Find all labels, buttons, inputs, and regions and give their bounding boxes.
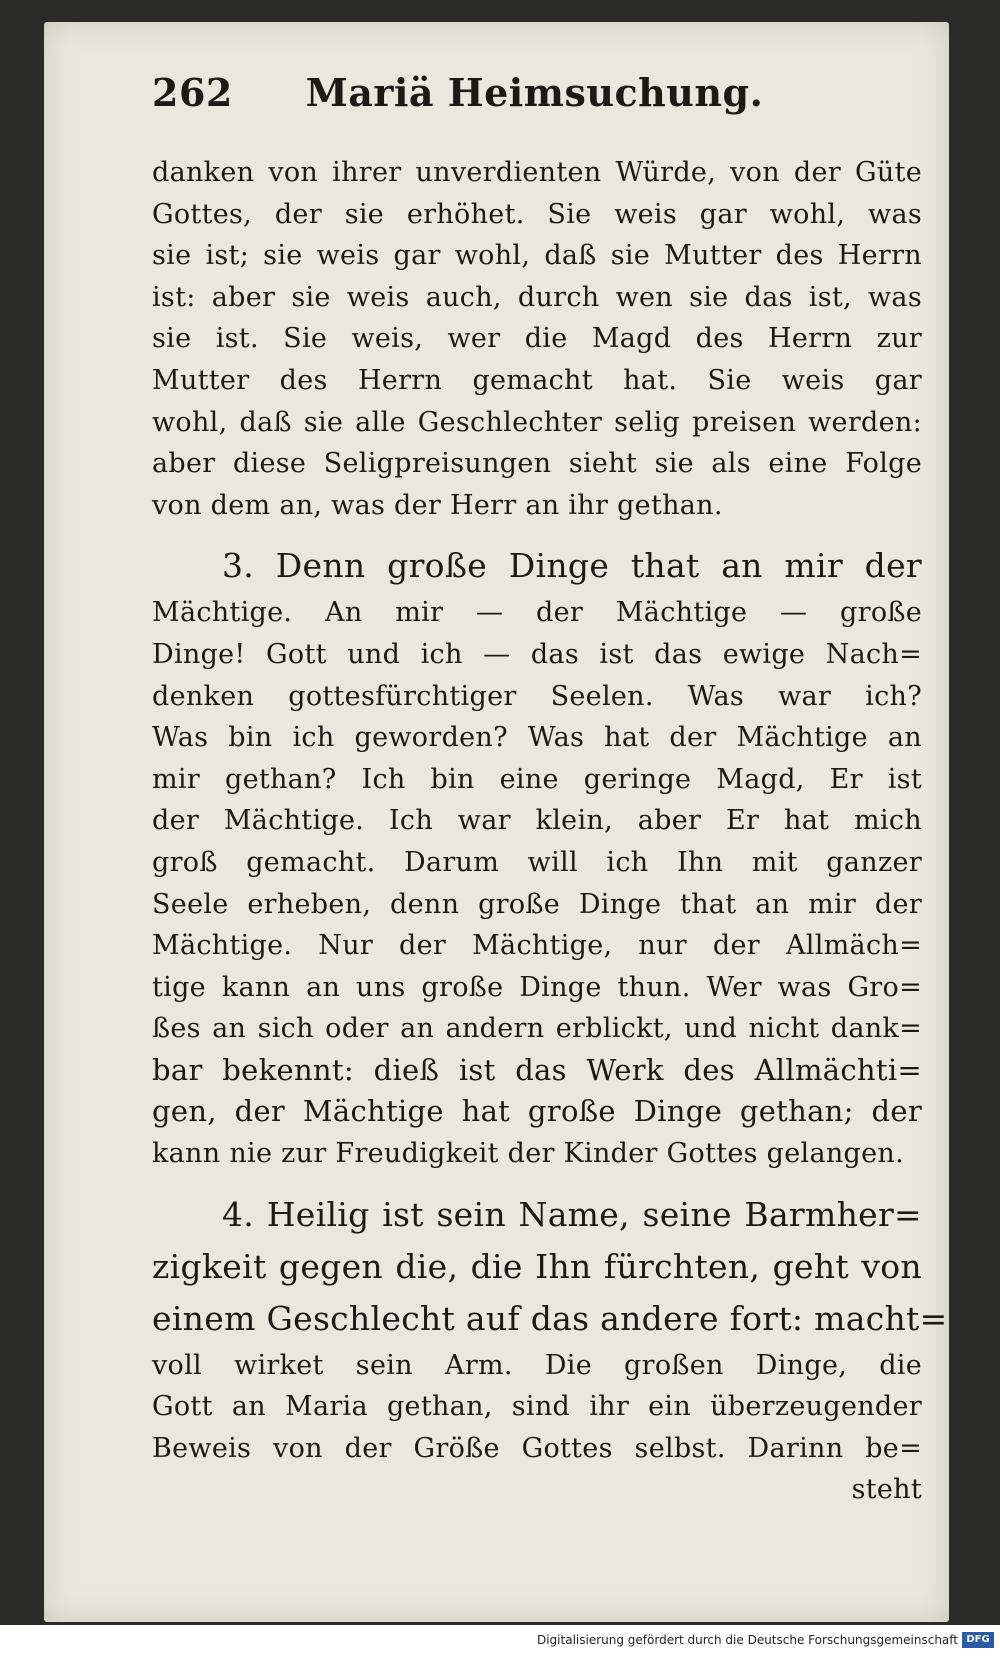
dfg-logo: DFG [962,1632,994,1648]
text-line: aber diese Seligpreisungen sieht sie als eine Folge [152,448,922,480]
paragraph-gap [152,1175,922,1189]
text-line: Mutter des Herrn gemacht hat. Sie weis gar [152,364,922,396]
page-header [152,70,912,115]
text-line: gen, der Mächtige hat große Dinge gethan; der [152,1094,922,1129]
text-line: ist: aber sie weis auch, durch wen sie das ist, was [152,281,922,313]
text-line: denken gottesfürchtiger Seelen. Was war ich? [152,680,922,712]
text-line: Seele erheben, denn große Dinge that an mir der [152,888,922,920]
page-number: 262 [152,70,233,115]
book-page [44,22,949,1622]
catchword: steht [851,1474,922,1506]
text-line: einem Geschlecht auf das andere fort: macht= [152,1298,948,1338]
text-line: Was bin ich geworden? Was hat der Mächtige an [152,722,922,754]
text-line: der Mächtige. Ich war klein, aber Er hat mich [152,805,922,837]
text-line: Gottes, der sie erhöhet. Sie weis gar wohl, was [152,198,922,230]
text-line: zigkeit gegen die, die Ihn fürchten, geht von [152,1246,922,1286]
text-line: groß gemacht. Darum will ich Ihn mit ganzer [152,846,922,878]
verse-heading-4: 4. Heilig ist sein Name, seine Barmher= [222,1194,922,1234]
text-line: Beweis von der Größe Gottes selbst. Darinn be= [152,1432,922,1464]
text-line: kann nie zur Freudigkeit der Kinder Gottes gelangen. [152,1138,904,1170]
text-line: sie ist; sie weis gar wohl, daß sie Mutter des Herrn [152,240,922,272]
digitization-footer [0,1625,1000,1657]
text-line: Mächtige. Nur der Mächtige, nur der Allmäch= [152,930,922,962]
verse-heading-3: 3. Denn große Dinge that an mir der [222,546,922,586]
text-line: Dinge! Gott und ich — das ist das ewige Nach= [152,638,922,670]
paragraph-gap [152,526,922,540]
text-line: mir gethan? Ich bin eine geringe Magd, Er ist [152,763,922,795]
text-line: ßes an sich oder an andern erblickt, und nicht dank= [152,1013,922,1045]
text-line: von dem an, was der Herr an ihr gethan. [152,489,723,521]
text-line: Mächtige. An mir — der Mächtige — große [152,597,922,629]
body-text [152,152,948,1511]
text-line: tige kann an uns große Dinge thun. Wer was Gro= [152,971,922,1003]
text-line: voll wirket sein Arm. Die großen Dinge, die [152,1349,922,1381]
text-line: bar bekennt: dieß ist das Werk des Allmächti= [152,1052,922,1087]
text-line: Gott an Maria gethan, sind ihr ein überzeugender [152,1391,922,1423]
footer-credit: Digitalisierung gefördert durch die Deutsche Forschungsgemeinschaft [536,1633,958,1647]
text-line: danken von ihrer unverdienten Würde, von der Güte [152,157,922,188]
text-line: wohl, daß sie alle Geschlechter selig preisen werden: [152,406,922,438]
text-line: sie ist. Sie weis, wer die Magd des Herrn zur [152,323,922,355]
running-title: Mariä Heimsuchung. [305,70,764,115]
